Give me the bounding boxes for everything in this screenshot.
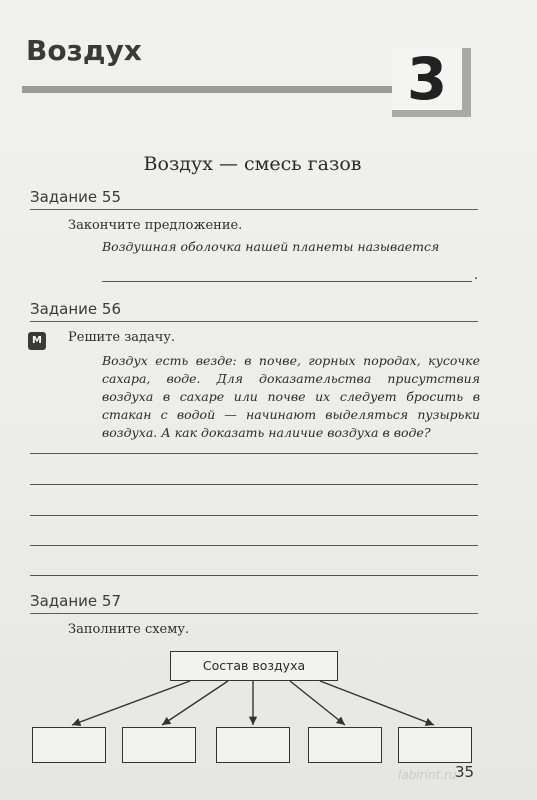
scheme-root-box: Состав воздуха <box>170 651 338 681</box>
task-56-instruction: Решите задачу. <box>68 330 176 345</box>
chapter-title: Воздух <box>26 34 142 67</box>
task-56-text: Воздух есть везде: в почве, горных породах, кусочке сахара, воде. Для доказательства присутствия воздуха в сахаре или почве их следует бросить в стакан с водой — начинают выделяться пузырьки воздуха. А как доказать наличие воздуха в воде? <box>102 353 480 440</box>
scheme-empty-box-2[interactable] <box>122 727 196 763</box>
chapter-number: 3 <box>392 48 471 117</box>
scheme-empty-box-3[interactable] <box>216 727 290 763</box>
watermark: labirint.ru <box>398 768 457 782</box>
page-number: 35 <box>455 763 475 781</box>
scheme-empty-box-5[interactable] <box>398 727 472 763</box>
task-57-heading: Задание 57 <box>30 592 122 610</box>
method-marker-icon: M <box>28 332 46 350</box>
scheme-empty-box-1[interactable] <box>32 727 106 763</box>
task-55-instruction: Закончите предложение. <box>68 218 243 233</box>
task-55-heading: Задание 55 <box>30 188 122 206</box>
task-57-instruction: Заполните схему. <box>68 622 190 637</box>
task-55-text: Воздушная оболочка нашей планеты называется <box>102 239 440 254</box>
section-title: Воздух — смесь газов <box>143 153 362 175</box>
task-55-period: . <box>474 268 479 283</box>
scheme-empty-box-4[interactable] <box>308 727 382 763</box>
task-56-heading: Задание 56 <box>30 300 122 318</box>
